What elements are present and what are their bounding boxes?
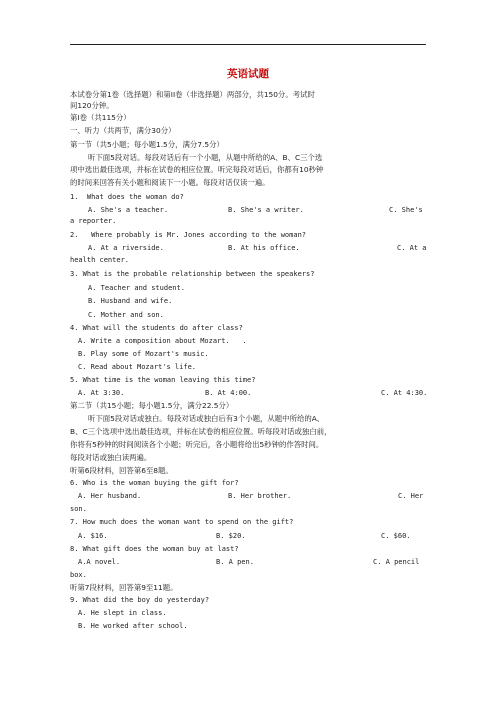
directions-line: B、C三个选项中选出最佳选项，并标在试卷的相应位置。听每段对话或独白前，	[70, 427, 332, 436]
option-a: A. At 3:30.	[78, 389, 125, 397]
directions-line: 的时间来回答有关小题和阅读下一小题。每段对话仅读一遍。	[70, 178, 270, 187]
option-a: A. She's a teacher.	[88, 206, 169, 214]
option-a: A. $16.	[78, 532, 108, 540]
header-rule	[70, 44, 426, 45]
directions-line: 听下面5段对话。每段对话后有一个小题，从题中所给的A、B、C三个选	[88, 153, 323, 162]
option-c: C. She's	[389, 206, 423, 214]
option-wrap: son.	[70, 505, 87, 513]
question-stem: 3. What is the probable relationship between the speakers?	[70, 270, 315, 278]
material-heading: 听第7段材料，回答第9至11题。	[70, 583, 178, 592]
volume-heading: 第Ⅰ卷（共115分）	[70, 113, 131, 122]
option-b: B. At 4:00.	[205, 389, 252, 397]
option-a: A.A novel.	[78, 558, 121, 566]
section-heading: 第二节（共15小题；每小题1.5分，满分22.5分）	[70, 401, 234, 410]
intro-line: 间120分钟。	[70, 101, 114, 110]
option-a: A. He slept in class.	[78, 609, 167, 617]
option-b: B. Play some of Mozart's music.	[78, 350, 209, 358]
option-c: C. At 4:30.	[381, 389, 428, 397]
question-stem: 2. Where probably is Mr. Jones according to the woman?	[70, 231, 307, 239]
question-stem: 5. What time is the woman leaving this time?	[70, 376, 256, 384]
option-c: C. A pencil	[373, 558, 420, 566]
option-wrap: health center.	[70, 256, 130, 264]
option-b: B. Her brother.	[228, 492, 292, 500]
question-stem: 4. What will the students do after class?	[70, 324, 243, 332]
option-a: A. Her husband.	[78, 492, 142, 500]
question-stem: 9. What did the boy do yesterday?	[70, 596, 210, 604]
option-a: A. At a riverside.	[88, 244, 164, 252]
option-c: C. At a	[397, 244, 427, 252]
option-c: C. Her	[398, 492, 424, 500]
question-stem: 6. Who is the woman buying the gift for?	[70, 479, 239, 487]
option-b: B. She's a writer.	[228, 206, 304, 214]
option-c: C. $60.	[381, 532, 411, 540]
option-b: B. A pen.	[216, 558, 254, 566]
directions-line: 项中选出最佳选项，并标在试卷的相应位置。听完每段对话后，你都有10秒钟	[70, 165, 324, 174]
option-b: B. He worked after school.	[78, 622, 188, 630]
directions-line: 每段对话或独白读两遍。	[70, 453, 152, 462]
question-stem: 7. How much does the woman want to spend on the gift?	[70, 518, 294, 526]
option-c: C. Read about Mozart's life.	[78, 363, 197, 371]
page-title: 英语试题	[227, 68, 269, 80]
option-b: B. Husband and wife.	[88, 297, 173, 305]
question-stem: 1. What does the woman do?	[70, 193, 184, 201]
section-heading: 第一节（共5小题；每小题1.5分，满分7.5分）	[70, 140, 224, 149]
option-b: B. $20.	[216, 532, 246, 540]
question-stem: 8. What gift does the woman buy at last?	[70, 545, 239, 553]
part-heading: 一、听力（共两节，满分30分）	[70, 126, 176, 135]
option-a: A. Write a composition about Mozart. .	[78, 337, 247, 345]
option-wrap: a reporter.	[70, 217, 117, 225]
option-c: C. Mother and son.	[88, 311, 164, 319]
directions-line: 听下面5段对话或独白。每段对话或独白后有3个小题，从题中所给的A、	[88, 414, 325, 423]
option-a: A. Teacher and student.	[88, 284, 185, 292]
intro-line: 本试卷分第1卷（选择题）和第II卷（非选择题）两部分，共150分。考试时	[70, 90, 315, 99]
directions-line: 你将有5秒钟的时间阅读各个小题；听完后，各小题将给出5秒钟的作答时间。	[70, 440, 324, 449]
option-wrap: box.	[70, 571, 87, 579]
option-b: B. At his office.	[228, 244, 300, 252]
material-heading: 听第6段材料，回答第6至8题。	[70, 466, 173, 475]
